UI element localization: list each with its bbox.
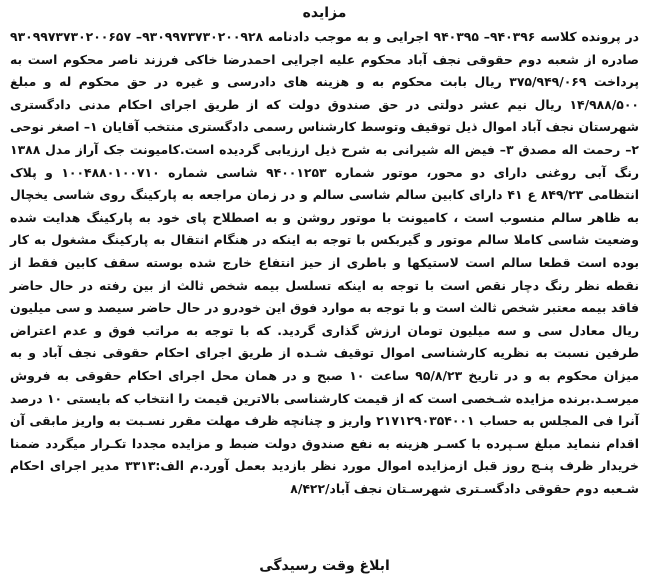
notice-title: مزایده [302,5,347,21]
notice-body: در پرونده کلاسه ۹۴۰۳۹۶– ۹۴۰۳۹۵ اجرایی و به موجب دادنامه ۹۳۰۹۹۷۳۷۳۰۲۰۰۹۲۸– ۹۳۰۹۹۷۳۷۳۰۲۰۰۶۵۷ صادره از شعبه دوم حقوقی نجف آباد محکوم علیه اجرایی احمدرضا خاکی فرزند ناصر محکوم است به پرداخت ۳۷۵/۹۴۹/۰۶۹ ریال بابت محکوم به و هزینه های دادرسی و غیره در حق محکوم له و مبلغ ۱۴/۹۸۸/۵۰۰ ریال نیم عشر دولتی در حق صندوق دولت که از طریق اجرای احکام مدنی دادگستری شهرستان نجف آباد اموال ذیل توقیف وتوسط کارشناس رسمی دادگستری منتخب آقایان ۱– اصغر نوحی ۲– رحمت اله مصدق ۳– فیض اله شیرانی به شرح ذیل ارزیابی گردیده است.کامیونت جک آراز مدل ۱۳۸۸ رنگ آبی روغنی دارای دو محور، موتور شماره ۹۴۰۰۱۲۵۳ شاسی شماره ۱۰۰۴۸۸۰۱۰۰۷۱۰ و پلاک انتظامی ۸۴۹/۲۳ ع ۴۱ دارای کابین سالم شاسی سالم و در زمان مراجعه به پارکینگ روی شاسی یخچال به ظاهر سالم منسوب است ، کامیونت با موتور روشن و به اصطلاح پای خود به پارکینگ هدایت شده وضعیت شاسی کاملا سالم موتور و گیربکس با توجه به اینکه در هنگام انتقال به پارکینگ مشغول به کار بوده است قطعا سالم است لاستیکها و باطری از حیز انتفاع خارج شده بوسته سقف کابین فقط از نقطه نظر رنگ دچار نقص است با توجه به اینکه تسلسل بیمه شخص ثالث از بین رفته در حال حاضر فاقد بیمه معتبر شخص ثالث است و با توجه به موارد فوق این خودرو در حال حاضر سیصد و سی میلیون ریال معادل سی و سه میلیون تومان ارزش گذاری گردید. که با توجه به مراتب فوق و عدم اعتراض طرفین نسبت به نظریه کارشناسی اموال توقیف شـده از طریق اجرای احکام حقوقی نجف آباد و به میزان محکوم به و در تاریخ ۹۵/۸/۲۳ ساعت ۱۰ صبح و در همان محل اجرای احکام حقوقی به فروش میرسـد.برنده مزایده شـخصی است که از قیمت کارشناسی بالاترین قیمت را انتخاب که بایستی ۱۰ درصد آنرا فی المجلس به حساب ۲۱۷۱۲۹۰۳۵۴۰۰۱ واریز و چنانچه ظرف مهلت مقرر نسـبت به واریز مابقی آن اقدام ننماید مبلغ سـپرده با کسـر هزینه به نفع صندوق دولت ضبط و مزایده مجددا تکـرار میگردد ضمنا خریدار ظرف پنـج روز قبل ازمزایده اموال مورد نظر بازدید بعمل آورد.م الف:۳۳۱۳ مدیر اجرای احکام شـعبه دوم حقوقی دادگسـتری شهرسـتان نجف آباد/۸/۴۲۲ [10,29,640,496]
next-notice-heading: ابلاغ وقت رسیدگی [259,558,390,574]
